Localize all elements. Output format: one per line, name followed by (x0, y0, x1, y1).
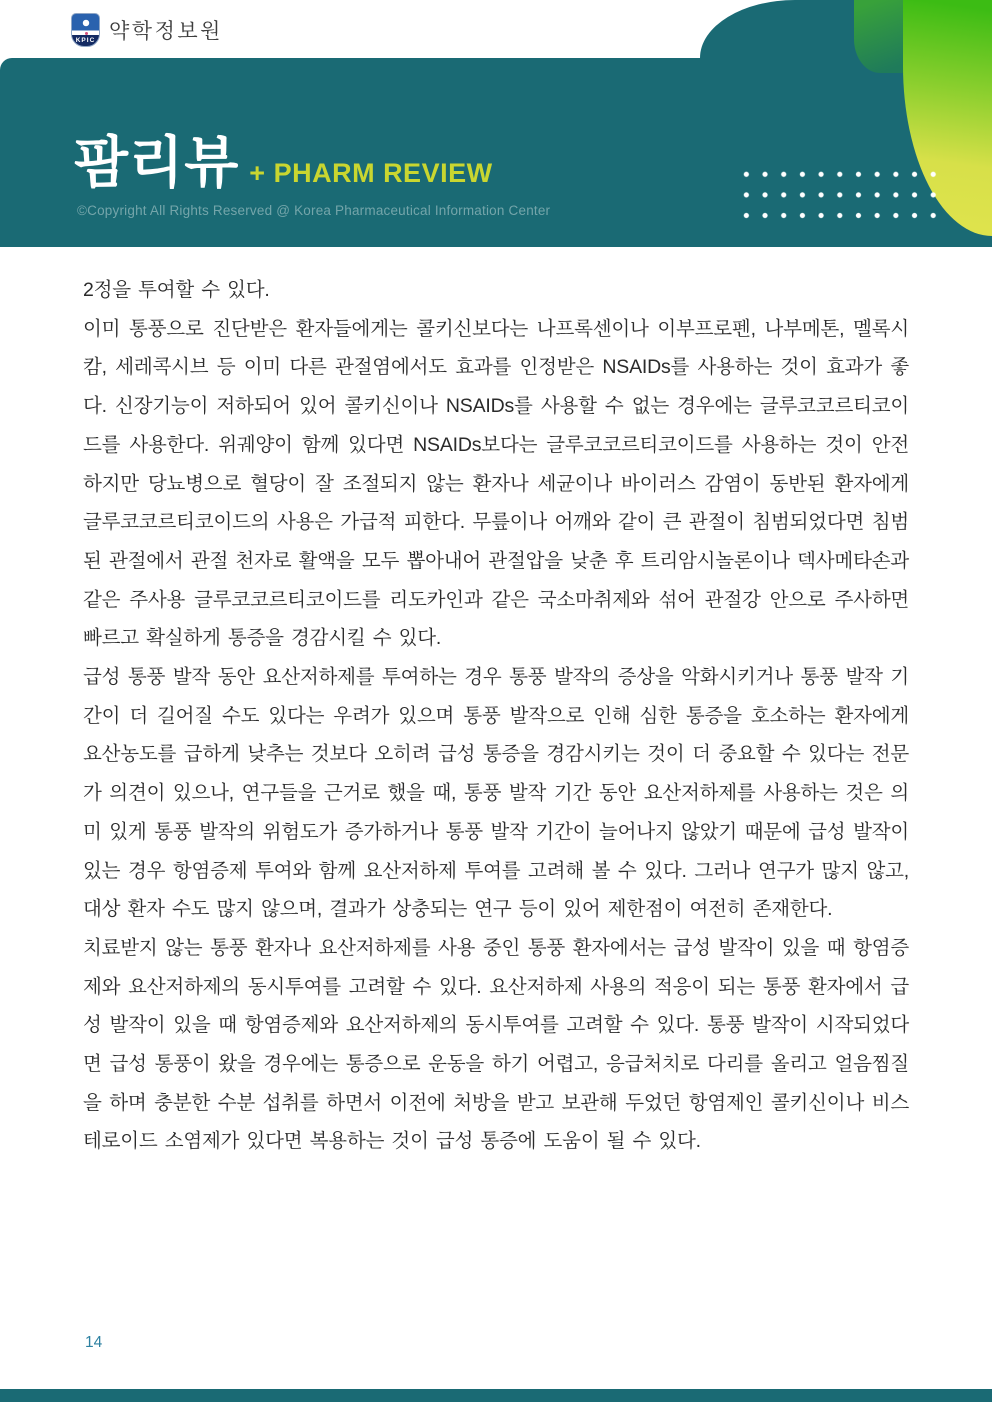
brand (74, 132, 493, 194)
footer-bar (0, 1389, 992, 1402)
copyright-text: ©Copyright All Rights Reserved @ Korea Pharmaceutical Information Center (77, 203, 551, 218)
kpic-logo-badge-text: KPIC (75, 37, 96, 44)
dark-green-overlap-decoration (854, 0, 904, 73)
paragraph: 이미 통풍으로 진단받은 환자들에게는 콜키신보다는 나프록센이나 이부프로펜, 나부메톤, 멜록시캄, 세레콕시브 등 이미 다른 관절염에서도 효과를 인정받은 NSAIDs를 사용하는 것이 효과가 좋다. 신장기능이 저하되어 있어 콜키신이나 NSAIDs를 사용할 수 없는 경우에는 글루코코르티코이드를 사용한다. 위궤양이 함께 있다면 NSAIDs보다는 글루코코르티코이드를 사용하는 것이 안전하지만 당뇨병으로 혈당이 잘 조절되지 않는 환자나 세균이나 바이러스 감염이 동반된 환자에게 글루코코르티코이드의 사용은 가급적 피한다. 무릎이나 어깨와 같이 큰 관절이 침범되었다면 침범된 관절에서 관절 천자로 활액을 모두 뽑아내어 관절압을 낮춘 후 트리암시놀론이나 덱사메타손과 같은 주사용 글루코코르티코이드를 리도카인과 같은 국소마취제와 섞어 관절강 안으로 주사하면 빠르고 확실하게 통증을 경감시킬 수 있다. (83, 317, 909, 650)
logo (71, 13, 223, 47)
header-banner (0, 58, 992, 247)
brand-title: 팜리뷰 (74, 131, 240, 194)
article-body (83, 271, 909, 1161)
brand-subtitle: + PHARM REVIEW (249, 158, 493, 188)
logo-text: 약학정보원 (109, 20, 223, 43)
dot-grid-decoration (737, 164, 941, 226)
page-number: 14 (85, 1334, 103, 1351)
paragraph: 2정을 투여할 수 있다. (83, 279, 270, 301)
kpic-logo-icon (71, 13, 100, 47)
paragraph: 치료받지 않는 통풍 환자나 요산저하제를 사용 중인 통풍 환자에서는 급성 발작이 있을 때 항염증제와 요산저하제의 동시투여를 고려할 수 있다. 요산저하제 사용의 적응이 되는 통풍 환자에서 급성 발작이 있을 때 항염증제와 요산저하제의 동시투여를 고려할 수 있다. 통풍 발작이 시작되었다면 급성 통풍이 왔을 경우에는 통증으로 운동을 하기 어렵고, 응급처치로 다리를 올리고 얼음찜질을 하며 충분한 수분 섭취를 하면서 이전에 처방을 받고 보관해 두었던 항염제인 콜키신이나 비스테로이드 소염제가 있다면 복용하는 것이 급성 통증에 도움이 될 수 있다. (83, 936, 909, 1153)
paragraph: 급성 통풍 발작 동안 요산저하제를 투여하는 경우 통풍 발작의 증상을 악화시키거나 통풍 발작 기간이 더 길어질 수도 있다는 우려가 있으며 통풍 발작으로 인해 심한 통증을 호소하는 환자에게 요산농도를 급하게 낮추는 것보다 오히려 급성 통증을 경감시키는 것이 더 중요할 수 있다는 전문가 의견이 있으나, 연구들을 근거로 했을 때, 통풍 발작 기간 동안 요산저하제를 사용하는 것은 의미 있게 통풍 발작의 위험도가 증가하거나 통풍 발작 기간이 늘어나지 않았기 때문에 급성 발작이 있는 경우 항염증제 투여와 함께 요산저하제 투여를 고려해 볼 수 있다. 그러나 연구가 많지 않고, 대상 환자 수도 많지 않으며, 결과가 상충되는 연구 등이 있어 제한점이 여전히 존재한다. (83, 666, 909, 921)
